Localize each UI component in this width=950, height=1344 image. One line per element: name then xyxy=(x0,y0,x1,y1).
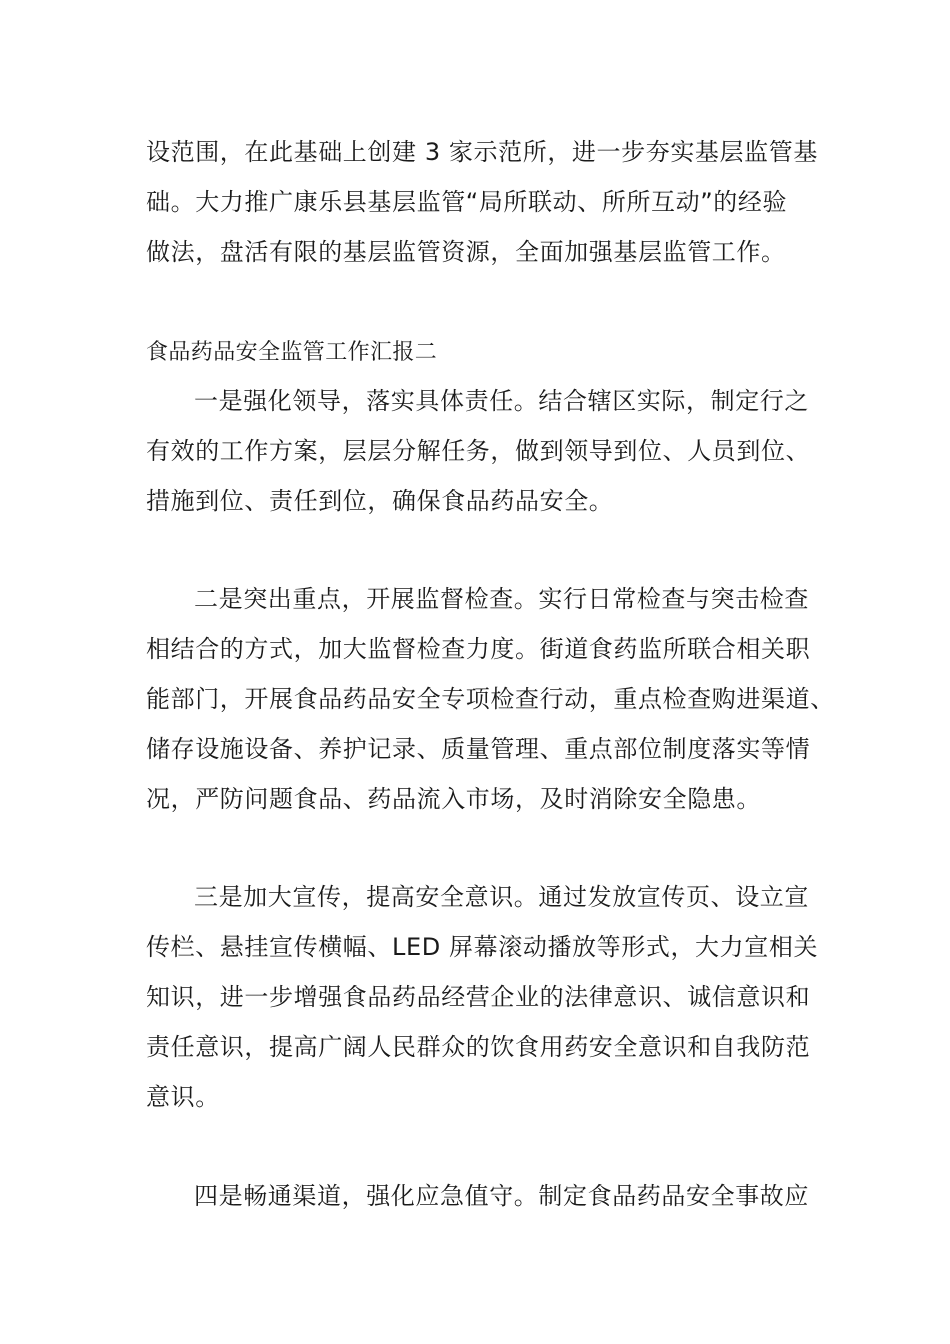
section-heading: 食品药品安全监管工作汇报二 xyxy=(146,340,438,365)
paragraph-2-line-1: 二是突出重点，开展监督检查。实行日常检查与突击检查 xyxy=(194,585,809,613)
paragraph-2-line-3: 能部门，开展食品药品安全专项检查行动，重点检查购进渠道、 xyxy=(146,685,835,713)
paragraph-3-line-3: 知识，进一步增强食品药品经营企业的法律意识、诚信意识和 xyxy=(146,983,811,1011)
paragraph-2-line-5: 况，严防问题食品、药品流入市场，及时消除安全隐患。 xyxy=(146,785,761,813)
paragraph-1-line-1: 一是强化领导，落实具体责任。结合辖区实际，制定行之 xyxy=(194,387,809,415)
paragraph-1-line-3: 措施到位、责任到位，确保食品药品安全。 xyxy=(146,487,614,515)
paragraph-3-line-1: 三是加大宣传，提高安全意识。通过发放宣传页、设立宣 xyxy=(194,883,809,911)
paragraph-1-line-2: 有效的工作方案，层层分解任务，做到领导到位、人员到位、 xyxy=(146,437,811,465)
continuation-line-3: 做法，盘活有限的基层监管资源，全面加强基层监管工作。 xyxy=(146,238,786,266)
paragraph-3-line-4: 责任意识，提高广阔人民群众的饮食用药安全意识和自我防范 xyxy=(146,1033,811,1061)
paragraph-4-line-1: 四是畅通渠道，强化应急值守。制定食品药品安全事故应 xyxy=(194,1182,809,1210)
continuation-line-2: 础。大力推广康乐县基层监管“局所联动、所所互动”的经验 xyxy=(146,188,788,216)
paragraph-2-line-2: 相结合的方式，加大监督检查力度。街道食药监所联合相关职 xyxy=(146,635,811,663)
paragraph-3-line-5: 意识。 xyxy=(146,1083,220,1111)
continuation-line-1: 设范围，在此基础上创建 3 家示范所，进一步夯实基层监管基 xyxy=(146,138,818,166)
paragraph-2-line-4: 储存设施设备、养护记录、质量管理、重点部位制度落实等情 xyxy=(146,735,811,763)
paragraph-3-line-2: 传栏、悬挂宣传横幅、LED 屏幕滚动播放等形式，大力宣相关 xyxy=(146,933,819,961)
